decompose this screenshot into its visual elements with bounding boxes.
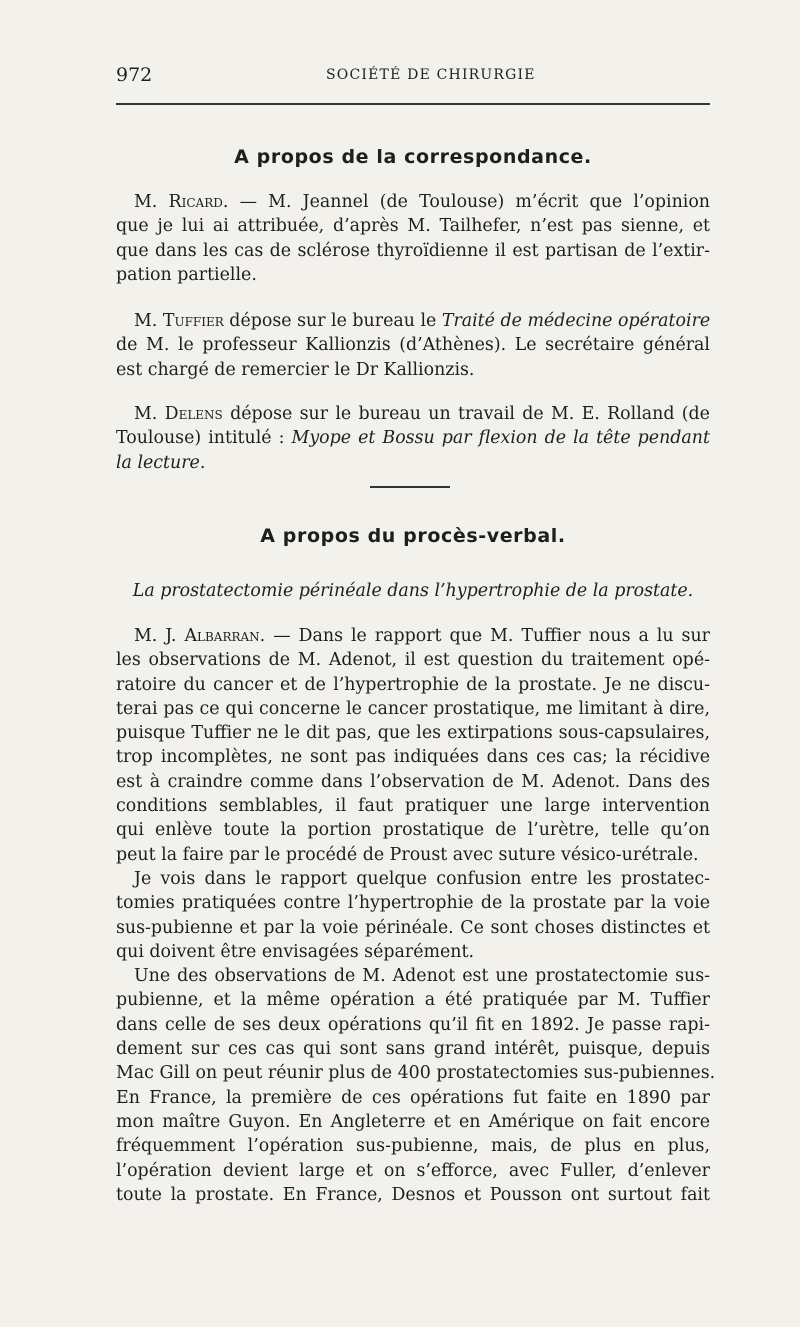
paragraph-tuffier: M. Tuffier dépose sur le bureau le Traité de médecine opératoire de M. le professeur Kallionzis (d’Athènes). Le secrétaire général est chargé de remercier le Dr Kallionzis. [116,311,711,380]
work-title: Myope et Bossu par flexion de la tête pendant [291,428,710,449]
paragraph-ricard: M. Ricard. — M. Jeannel (de Toulouse) m’écrit que l’opinion que je lui ai attribuée, d’après M. Tailhefer, n’est pas sienne, et que dans les cas de sclérose thyroïdienne il est partisan de l’extir- pation partielle. [116,192,711,285]
subheading: La prostatectomie périnéale dans l’hypertrophie de la prostate. [132,581,694,601]
section-separator [370,486,450,488]
speaker-name: Delens [164,404,223,424]
page-header [116,64,710,88]
section-heading-proces-verbal: A propos du procès-verbal. [260,525,566,547]
paragraph-albarran: M. J. Albarran. — Dans le rapport que M. Tuffier nous a lu sur les observations de M. Adenot, il est question du traitement opé- ratoire du cancer et de l’hypertrophie de la prostate. Je ne discu- terai pas ce qui concerne le cancer prostatique, me limitant à dire, puisque Tuffier ne le dit pas, que les extirpations sous-capsulaires, trop incomplètes, ne sont pas indiquées dans ces cas; la récidive est à craindre comme dans l’observation de M. Adenot. Dans des conditions semblables, il faut pratiquer une large intervention qui enlève toute la portion prostatique de l’urètre, telle qu’on peut la faire par le procédé de Proust avec suture vésico-urétrale. Je vois dans le rapport quelque confusion entre les prostatec- tomies pratiquées contre l’hypertrophie de la prostate par la voie sus-pubienne et par la voie périnéale. Ce sont choses distinctes et qui doivent être envisagées séparément. Une des observations de M. Adenot est une prostatectomie sus- pubienne, et la même opération a été pratiquée par M. Tuffier dans celle de ses deux opérations qu’il fit en 1892. Je passe rapi- dement sur ces cas qui sont sans grand intérêt, puisque, depuis Mac Gill on peut réunir plus de 400 prostatectomies sus-pubiennes. En France, la première de ces opérations fut faite en 1890 par mon maître Guyon. En Angleterre et en Amérique on fait encore fréquemment l’opération sus-pubienne, mais, de plus en plus, l’opération devient large et on s’efforce, avec Fuller, d’enlever toute la prostate. En France, Desnos et Pousson ont surtout fait [116,626,716,1205]
paragraph-delens: M. Delens dépose sur le bureau un travail de M. E. Rolland (de Toulouse) intitulé : Myope et Bossu par flexion de la tête pendant la lecture. [116,404,710,473]
page-number: 972 [116,64,153,86]
book-title: Traité de médecine opératoire [441,311,711,331]
speaker-name: Tuffier [162,311,224,331]
speaker-name: Albarran. [184,626,266,646]
speaker-name: M. Ricard. [134,192,229,212]
header-rule [116,103,710,105]
section-heading-correspondance: A propos de la correspondance. [234,146,592,168]
running-title: SOCIÉTÉ DE CHIRURGIE [326,67,536,83]
